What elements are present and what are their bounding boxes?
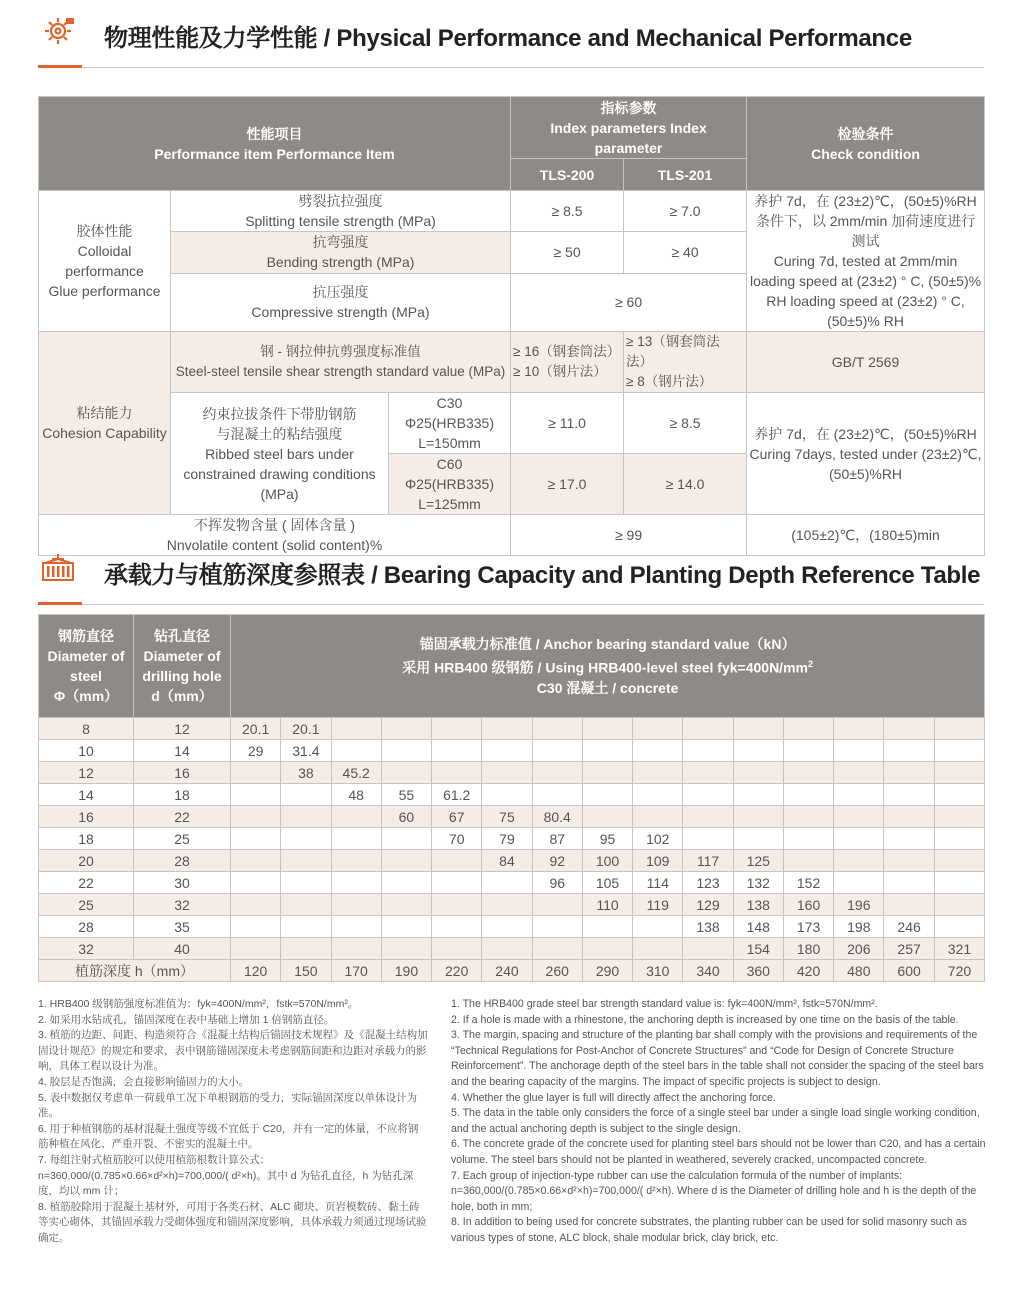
hole-diameter-cell: 16 <box>134 762 231 784</box>
bearing-value-cell: 38 <box>281 762 331 784</box>
bearing-value-cell <box>331 916 381 938</box>
ribbed-spec-c60: C60 Φ25(HRB335) L=125mm <box>389 454 511 515</box>
note-item: 8. 植筋胶除用于混凝土基材外，可用于各类石材、ALC 砌块、页岩模数砖、黏土砖等实心砌体，其锚固承载力受砌体强度和锚固深度影响，具体承载力须通过现场试验确定。 <box>38 1200 427 1244</box>
bearing-value-cell <box>733 806 783 828</box>
bearing-value-cell: 173 <box>783 916 833 938</box>
section-rule-accent <box>38 65 82 68</box>
bearing-value-cell <box>532 762 582 784</box>
bearing-value-cell: 84 <box>482 850 532 872</box>
container-icon <box>40 553 76 583</box>
depth-value-cell: 170 <box>331 960 381 982</box>
bearing-value-cell <box>532 894 582 916</box>
notes-chinese <box>38 997 428 1247</box>
note-item: 3. 植筋的边距、间距、构造须符合《混凝土结构后锚固技术规程》及《混凝土结构加固设计规范》的规定和要求，表中钢筋锚固深度未考虑钢筋间距和边距对承载力的影响，具体工程以设计为准。 <box>38 1029 428 1073</box>
note-item: 4. Whether the glue layer is full will directly affect the anchoring force. <box>451 1091 776 1104</box>
bearing-value-cell <box>381 850 431 872</box>
note-item: 2. If a hole is made with a rhinestone, the anchoring depth is increased by one time on the basis of the table. <box>451 1013 959 1026</box>
bearing-value-cell <box>633 916 683 938</box>
bearing-value-cell: 67 <box>432 806 482 828</box>
bearing-value-cell <box>683 784 733 806</box>
bearing-value-cell <box>381 718 431 740</box>
note-item: 8. In addition to being used for concrete substrates, the planting rubber can be used for solid masonry such as various types of stone, ALC block, shale modular brick, clay brick, etc. <box>451 1216 967 1244</box>
steel-diameter-cell: 8 <box>39 718 134 740</box>
row-compressive: 抗压强度 Compressive strength (MPa) <box>171 273 511 331</box>
bearing-value-cell: 45.2 <box>331 762 381 784</box>
bearing-value-cell <box>231 916 281 938</box>
bearing-value-cell <box>532 916 582 938</box>
value-tls200: ≥ 50 <box>511 232 624 273</box>
hole-diameter-cell: 22 <box>134 806 231 828</box>
bearing-value-cell <box>783 850 833 872</box>
bearing-value-cell <box>633 740 683 762</box>
bearing-value-cell <box>432 762 482 784</box>
bearing-value-cell <box>834 718 884 740</box>
bearing-value-cell <box>683 762 733 784</box>
bearing-value-cell <box>432 718 482 740</box>
bearing-value-cell <box>381 938 431 960</box>
bearing-value-cell <box>582 762 632 784</box>
bearing-value-cell <box>482 762 532 784</box>
value-tls200: ≥ 17.0 <box>511 454 624 515</box>
bearing-value-cell <box>934 828 984 850</box>
value-tls201: ≥ 40 <box>624 232 747 273</box>
bearing-value-cell <box>582 784 632 806</box>
bearing-value-cell: 96 <box>532 872 582 894</box>
bearing-value-cell <box>884 872 934 894</box>
bearing-value-cell <box>582 740 632 762</box>
performance-table <box>38 96 985 556</box>
depth-value-cell: 260 <box>532 960 582 982</box>
note-item: 7. Each group of injection-type rubber can use the calculation formula of the number of implants: n=360,000/(0.785×0.66×d²×h)=700,000/( d²×h). Where d is the Diameter of drilling hole and h is the depth of the hole, both in mm; <box>451 1169 977 1213</box>
bearing-value-cell <box>884 740 934 762</box>
bearing-value-cell: 79 <box>482 828 532 850</box>
bearing-value-cell <box>884 762 934 784</box>
hole-diameter-cell: 14 <box>134 740 231 762</box>
bearing-value-cell: 119 <box>633 894 683 916</box>
bearing-value-cell <box>231 762 281 784</box>
condition-nonvolatile: (105±2)℃，(180±5)min <box>747 515 985 556</box>
bearing-value-cell: 29 <box>231 740 281 762</box>
bearing-value-cell: 105 <box>582 872 632 894</box>
value-tls201: ≥ 13（钢套筒法法） ≥ 8（钢片法） <box>624 332 747 393</box>
hole-diameter-cell: 18 <box>134 784 231 806</box>
section-title: 物理性能及力学性能 / Physical Performance and Mechanical Performance <box>104 25 912 52</box>
bearing-value-cell <box>331 740 381 762</box>
table-row <box>39 828 985 850</box>
bearing-value-cell <box>783 762 833 784</box>
bearing-value-cell: 321 <box>934 938 984 960</box>
bearing-value-cell <box>281 784 331 806</box>
note-item: 1. The HRB400 grade steel bar strength standard value is: fyk=400N/mm², fstk=570N/mm². <box>451 998 878 1010</box>
bearing-value-cell: 70 <box>432 828 482 850</box>
steel-diameter-cell: 18 <box>39 828 134 850</box>
bearing-value-cell: 154 <box>733 938 783 960</box>
bearing-value-cell <box>884 850 934 872</box>
depth-value-cell: 720 <box>934 960 984 982</box>
bearing-value-cell <box>432 872 482 894</box>
bearing-value-cell <box>281 938 331 960</box>
bearing-value-cell <box>331 872 381 894</box>
table-row <box>39 916 985 938</box>
bearing-value-cell <box>884 718 934 740</box>
bearing-value-cell <box>834 850 884 872</box>
bearing-value-cell <box>733 828 783 850</box>
depth-label: 植筋深度 h（mm） <box>39 960 231 982</box>
note-item: 6. The concrete grade of the concrete used for planting steel bars should not be lower than C20, and has a certain volume. The steel bars should not be planted in weathered, severely cracked, uncompacted concrete. <box>451 1138 986 1166</box>
header-performance-item: 性能项目 Performance item Performance Item <box>39 97 511 191</box>
bearing-value-cell <box>733 718 783 740</box>
value-tls201: ≥ 8.5 <box>624 393 747 454</box>
row-steel-steel: 钢 - 钢拉伸抗剪强度标准值 Steel-steel tensile shear strength standard value (MPa) <box>171 332 511 393</box>
bearing-value-cell: 20.1 <box>231 718 281 740</box>
table-row <box>39 740 985 762</box>
section-header-physical <box>38 0 984 68</box>
bearing-value-cell <box>432 938 482 960</box>
bearing-value-cell <box>482 916 532 938</box>
bearing-value-cell: 196 <box>834 894 884 916</box>
section-rule <box>38 604 984 605</box>
bearing-value-cell <box>281 806 331 828</box>
table-row <box>39 806 985 828</box>
bearing-value-cell <box>783 806 833 828</box>
bearing-value-cell: 198 <box>834 916 884 938</box>
bearing-value-cell: 132 <box>733 872 783 894</box>
bearing-value-cell <box>381 828 431 850</box>
bearing-value-cell <box>783 740 833 762</box>
bearing-value-cell <box>934 894 984 916</box>
depth-value-cell: 360 <box>733 960 783 982</box>
notes-english <box>451 997 986 1247</box>
note-item: 4. 胶层是否饱满，会直接影响锚固力的大小。 <box>38 1075 250 1088</box>
bearing-value-cell: 55 <box>381 784 431 806</box>
header-anchor-bearing: 锚固承载力标准值 / Anchor bearing standard value（kN） 采用 HRB400 级钢筋 / Using HRB400-level steel $fyk=400N/mm^2$ C30 混凝土 / concrete <box>231 615 985 718</box>
bearing-value-cell <box>482 718 532 740</box>
bearing-value-cell <box>482 938 532 960</box>
bearing-value-cell <box>231 894 281 916</box>
table-row <box>39 938 985 960</box>
bearing-value-cell: 206 <box>834 938 884 960</box>
bearing-value-cell <box>281 916 331 938</box>
bearing-value-cell <box>834 872 884 894</box>
bearing-value-cell <box>231 784 281 806</box>
bearing-value-cell <box>884 784 934 806</box>
bearing-value-cell <box>934 740 984 762</box>
bearing-value-cell <box>381 740 431 762</box>
bearing-value-cell <box>381 872 431 894</box>
condition-steel-steel: GB/T 2569 <box>747 332 985 393</box>
bearing-value-cell <box>934 718 984 740</box>
bearing-value-cell: 123 <box>683 872 733 894</box>
table-row <box>39 894 985 916</box>
bearing-value-cell <box>783 784 833 806</box>
bearing-value-cell: 95 <box>582 828 632 850</box>
depth-value-cell: 420 <box>783 960 833 982</box>
bearing-value-cell: 61.2 <box>432 784 482 806</box>
bearing-value-cell <box>783 828 833 850</box>
bearing-value-cell <box>884 806 934 828</box>
hole-diameter-cell: 12 <box>134 718 231 740</box>
value-tls201: ≥ 7.0 <box>624 191 747 232</box>
bearing-value-cell: 148 <box>733 916 783 938</box>
bearing-value-cell <box>633 718 683 740</box>
bearing-value-cell <box>834 784 884 806</box>
bearing-value-cell: 129 <box>683 894 733 916</box>
section-rule <box>38 67 984 68</box>
bearing-value-cell <box>633 938 683 960</box>
bearing-value-cell <box>582 916 632 938</box>
hole-diameter-cell: 28 <box>134 850 231 872</box>
table-row <box>39 872 985 894</box>
steel-diameter-cell: 32 <box>39 938 134 960</box>
header-index-parameters: 指标参数 Index parameters Index parameter <box>511 97 747 159</box>
row-ribbed-label: 约束拉拔条件下带肋钢筋 与混凝土的粘结强度 Ribbed steel bars under constrained drawing conditions (MPa) <box>171 393 389 515</box>
bearing-value-cell <box>733 740 783 762</box>
hole-diameter-cell: 35 <box>134 916 231 938</box>
row-splitting-tensile: 劈裂抗拉强度 Splitting tensile strength (MPa) <box>171 191 511 232</box>
bearing-value-cell <box>281 872 331 894</box>
bearing-value-cell <box>281 850 331 872</box>
value-tls201: ≥ 14.0 <box>624 454 747 515</box>
hole-diameter-cell: 40 <box>134 938 231 960</box>
bearing-value-cell: 75 <box>482 806 532 828</box>
bearing-value-cell <box>934 806 984 828</box>
bearing-value-cell: 92 <box>532 850 582 872</box>
bearing-value-cell <box>934 850 984 872</box>
value-tls200: ≥ 16（钢套筒法） ≥ 10（钢片法） <box>511 332 624 393</box>
header-steel-diameter: 钢筋直径 Diameter of steel Φ（mm） <box>39 615 134 718</box>
depth-row <box>39 960 985 982</box>
depth-value-cell: 600 <box>884 960 934 982</box>
depth-value-cell: 480 <box>834 960 884 982</box>
bearing-value-cell <box>934 872 984 894</box>
bearing-value-cell <box>432 850 482 872</box>
bearing-value-cell <box>482 784 532 806</box>
condition-colloidal: 养护 7d，在 (23±2)℃，(50±5)%RH 条件下，以 2mm/min 加荷速度进行 测试 Curing 7d, tested at 2mm/min loading speed at (23±2) ° C, (50±5)% RH loading speed at (23±2) ° C, (50±5)% RH <box>747 191 985 332</box>
bearing-value-cell <box>834 762 884 784</box>
bearing-value-cell <box>582 718 632 740</box>
bearing-value-cell: 257 <box>884 938 934 960</box>
bearing-value-cell: 31.4 <box>281 740 331 762</box>
bearing-value-cell <box>582 806 632 828</box>
bearing-value-cell <box>934 784 984 806</box>
note-item: 7. 每组注射式植筋胶可以使用植筋根数计算公式：n=360,000/(0.785×0.66×d²×h)=700,000/( d²×h)。其中 d 为钻孔直径，h 为钻孔深度，均以 mm 计； <box>38 1153 414 1198</box>
bearing-value-cell <box>834 740 884 762</box>
steel-diameter-cell: 22 <box>39 872 134 894</box>
bearing-value-cell <box>683 938 733 960</box>
value-nonvolatile: ≥ 99 <box>511 515 747 556</box>
group-colloidal: 胶体性能 Colloidal performance Glue performance <box>39 191 171 332</box>
note-item: 5. 表中数据仅考虑单一荷载单工况下单根钢筋的受力，实际锚固深度以单体设计为准。 <box>38 1091 418 1120</box>
bearing-value-cell: 100 <box>582 850 632 872</box>
steel-diameter-cell: 28 <box>39 916 134 938</box>
hole-diameter-cell: 25 <box>134 828 231 850</box>
section-rule-accent <box>38 602 82 605</box>
bearing-value-cell <box>331 894 381 916</box>
depth-value-cell: 310 <box>633 960 683 982</box>
bearing-value-cell <box>783 718 833 740</box>
bearing-value-cell <box>381 894 431 916</box>
bearing-value-cell <box>281 828 331 850</box>
bearing-value-cell <box>733 784 783 806</box>
bearing-value-cell: 152 <box>783 872 833 894</box>
steel-diameter-cell: 14 <box>39 784 134 806</box>
note-item: 5. The data in the table only considers the force of a single steel bar under a single load single working condition, and the actual anchoring depth is subject to the single design. <box>451 1107 980 1135</box>
bearing-value-cell <box>432 894 482 916</box>
note-item: 2. 如采用水钻成孔，锚固深度在表中基础上增加 1 倍钢筋直径。 <box>38 1013 335 1026</box>
bearing-value-cell <box>432 916 482 938</box>
bearing-value-cell: 160 <box>783 894 833 916</box>
bearing-value-cell <box>331 828 381 850</box>
bearing-value-cell <box>281 894 331 916</box>
bearing-value-cell <box>683 828 733 850</box>
header-tls-201: TLS-201 <box>624 159 747 191</box>
steel-diameter-cell: 16 <box>39 806 134 828</box>
value-tls200: ≥ 8.5 <box>511 191 624 232</box>
bearing-value-cell: 138 <box>733 894 783 916</box>
bearing-value-cell: 117 <box>683 850 733 872</box>
steel-diameter-cell: 25 <box>39 894 134 916</box>
header-check-condition: 检验条件 Check condition <box>747 97 985 191</box>
group-cohesion: 粘结能力 Cohesion Capability <box>39 332 171 515</box>
hole-diameter-cell: 30 <box>134 872 231 894</box>
depth-value-cell: 150 <box>281 960 331 982</box>
note-item: 1. HRB400 级钢筋强度标准值为：fyk=400N/mm²，fstk=570N/mm²。 <box>38 998 359 1010</box>
gear-icon <box>40 16 76 46</box>
depth-value-cell: 340 <box>683 960 733 982</box>
depth-value-cell: 220 <box>432 960 482 982</box>
bearing-value-cell <box>683 718 733 740</box>
bearing-value-cell <box>432 740 482 762</box>
bearing-value-cell: 60 <box>381 806 431 828</box>
bearing-value-cell: 80.4 <box>532 806 582 828</box>
note-item: 6. 用于种植钢筋的基材混凝土强度等级不宜低于 C20，并有一定的体量，不应将钢筋种植在风化、严重开裂、不密实的混凝土中。 <box>38 1122 419 1151</box>
row-bending: 抗弯强度 Bending strength (MPa) <box>171 232 511 273</box>
steel-diameter-cell: 12 <box>39 762 134 784</box>
bearing-value-cell <box>331 938 381 960</box>
hole-diameter-cell: 32 <box>134 894 231 916</box>
table-row <box>39 784 985 806</box>
bearing-table <box>38 614 985 982</box>
bearing-value-cell <box>683 806 733 828</box>
bearing-value-cell <box>231 828 281 850</box>
bearing-value-cell <box>231 806 281 828</box>
section-header-bearing <box>38 537 984 605</box>
bearing-value-cell: 180 <box>783 938 833 960</box>
bearing-value-cell: 109 <box>633 850 683 872</box>
steel-diameter-cell: 20 <box>39 850 134 872</box>
depth-value-cell: 290 <box>582 960 632 982</box>
bearing-value-cell <box>633 762 683 784</box>
bearing-value-cell <box>683 740 733 762</box>
table-row <box>39 718 985 740</box>
bearing-value-cell: 138 <box>683 916 733 938</box>
bearing-value-cell <box>733 762 783 784</box>
bearing-value-cell: 246 <box>884 916 934 938</box>
bearing-value-cell <box>834 806 884 828</box>
bearing-value-cell <box>381 916 431 938</box>
bearing-value-cell <box>482 740 532 762</box>
note-item: 3. The margin, spacing and structure of the planting bar shall comply with the provisions and requirements of the “Technical Regulations for Post-Anchor of Concrete Structures” and “Code for Design of Concrete Structure Reinforcement”. The anchorage depth of the steel bars in the table shall not consider the spacing of the steel bars and the bearing capacity of the margins. The impact of specific projects is subject to design. <box>451 1029 984 1088</box>
bearing-value-cell <box>532 784 582 806</box>
bearing-value-cell <box>834 828 884 850</box>
bearing-value-cell: 48 <box>331 784 381 806</box>
bearing-value-cell <box>934 762 984 784</box>
bearing-value-cell <box>532 938 582 960</box>
depth-value-cell: 120 <box>231 960 281 982</box>
bearing-value-cell <box>331 806 381 828</box>
bearing-value-cell <box>633 806 683 828</box>
condition-ribbed: 养护 7d，在 (23±2)℃，(50±5)%RH Curing 7days, tested under (23±2)℃, (50±5)%RH <box>747 393 985 515</box>
bearing-value-cell <box>231 872 281 894</box>
steel-diameter-cell: 10 <box>39 740 134 762</box>
row-nonvolatile: 不挥发物含量 ( 固体含量 ) Nnvolatile content (solid content)% <box>39 515 511 556</box>
bearing-value-cell <box>582 938 632 960</box>
depth-value-cell: 240 <box>482 960 532 982</box>
bearing-value-cell <box>532 740 582 762</box>
bearing-value-cell <box>884 894 934 916</box>
section-title: 承载力与植筋深度参照表 / Bearing Capacity and Planting Depth Reference Table <box>104 562 981 589</box>
bearing-value-cell <box>331 850 381 872</box>
bearing-value-cell: 20.1 <box>281 718 331 740</box>
header-hole-diameter: 钻孔直径 Diameter of drilling hole d（mm） <box>134 615 231 718</box>
bearing-value-cell: 102 <box>633 828 683 850</box>
bearing-value-cell <box>633 784 683 806</box>
bearing-value-cell <box>884 828 934 850</box>
bearing-value-cell <box>482 894 532 916</box>
bearing-value-cell <box>482 872 532 894</box>
header-tls-200: TLS-200 <box>511 159 624 191</box>
bearing-value-cell: 125 <box>733 850 783 872</box>
bearing-value-cell <box>231 938 281 960</box>
value-compressive: ≥ 60 <box>511 273 747 331</box>
bearing-value-cell <box>532 718 582 740</box>
bearing-value-cell <box>231 850 281 872</box>
ribbed-spec-c30: C30 Φ25(HRB335) L=150mm <box>389 393 511 454</box>
bearing-value-cell <box>934 916 984 938</box>
table-row <box>39 850 985 872</box>
bearing-value-cell <box>381 762 431 784</box>
depth-value-cell: 190 <box>381 960 431 982</box>
bearing-value-cell: 114 <box>633 872 683 894</box>
bearing-value-cell: 110 <box>582 894 632 916</box>
table-row <box>39 762 985 784</box>
bearing-value-cell <box>331 718 381 740</box>
bearing-value-cell: 87 <box>532 828 582 850</box>
value-tls200: ≥ 11.0 <box>511 393 624 454</box>
